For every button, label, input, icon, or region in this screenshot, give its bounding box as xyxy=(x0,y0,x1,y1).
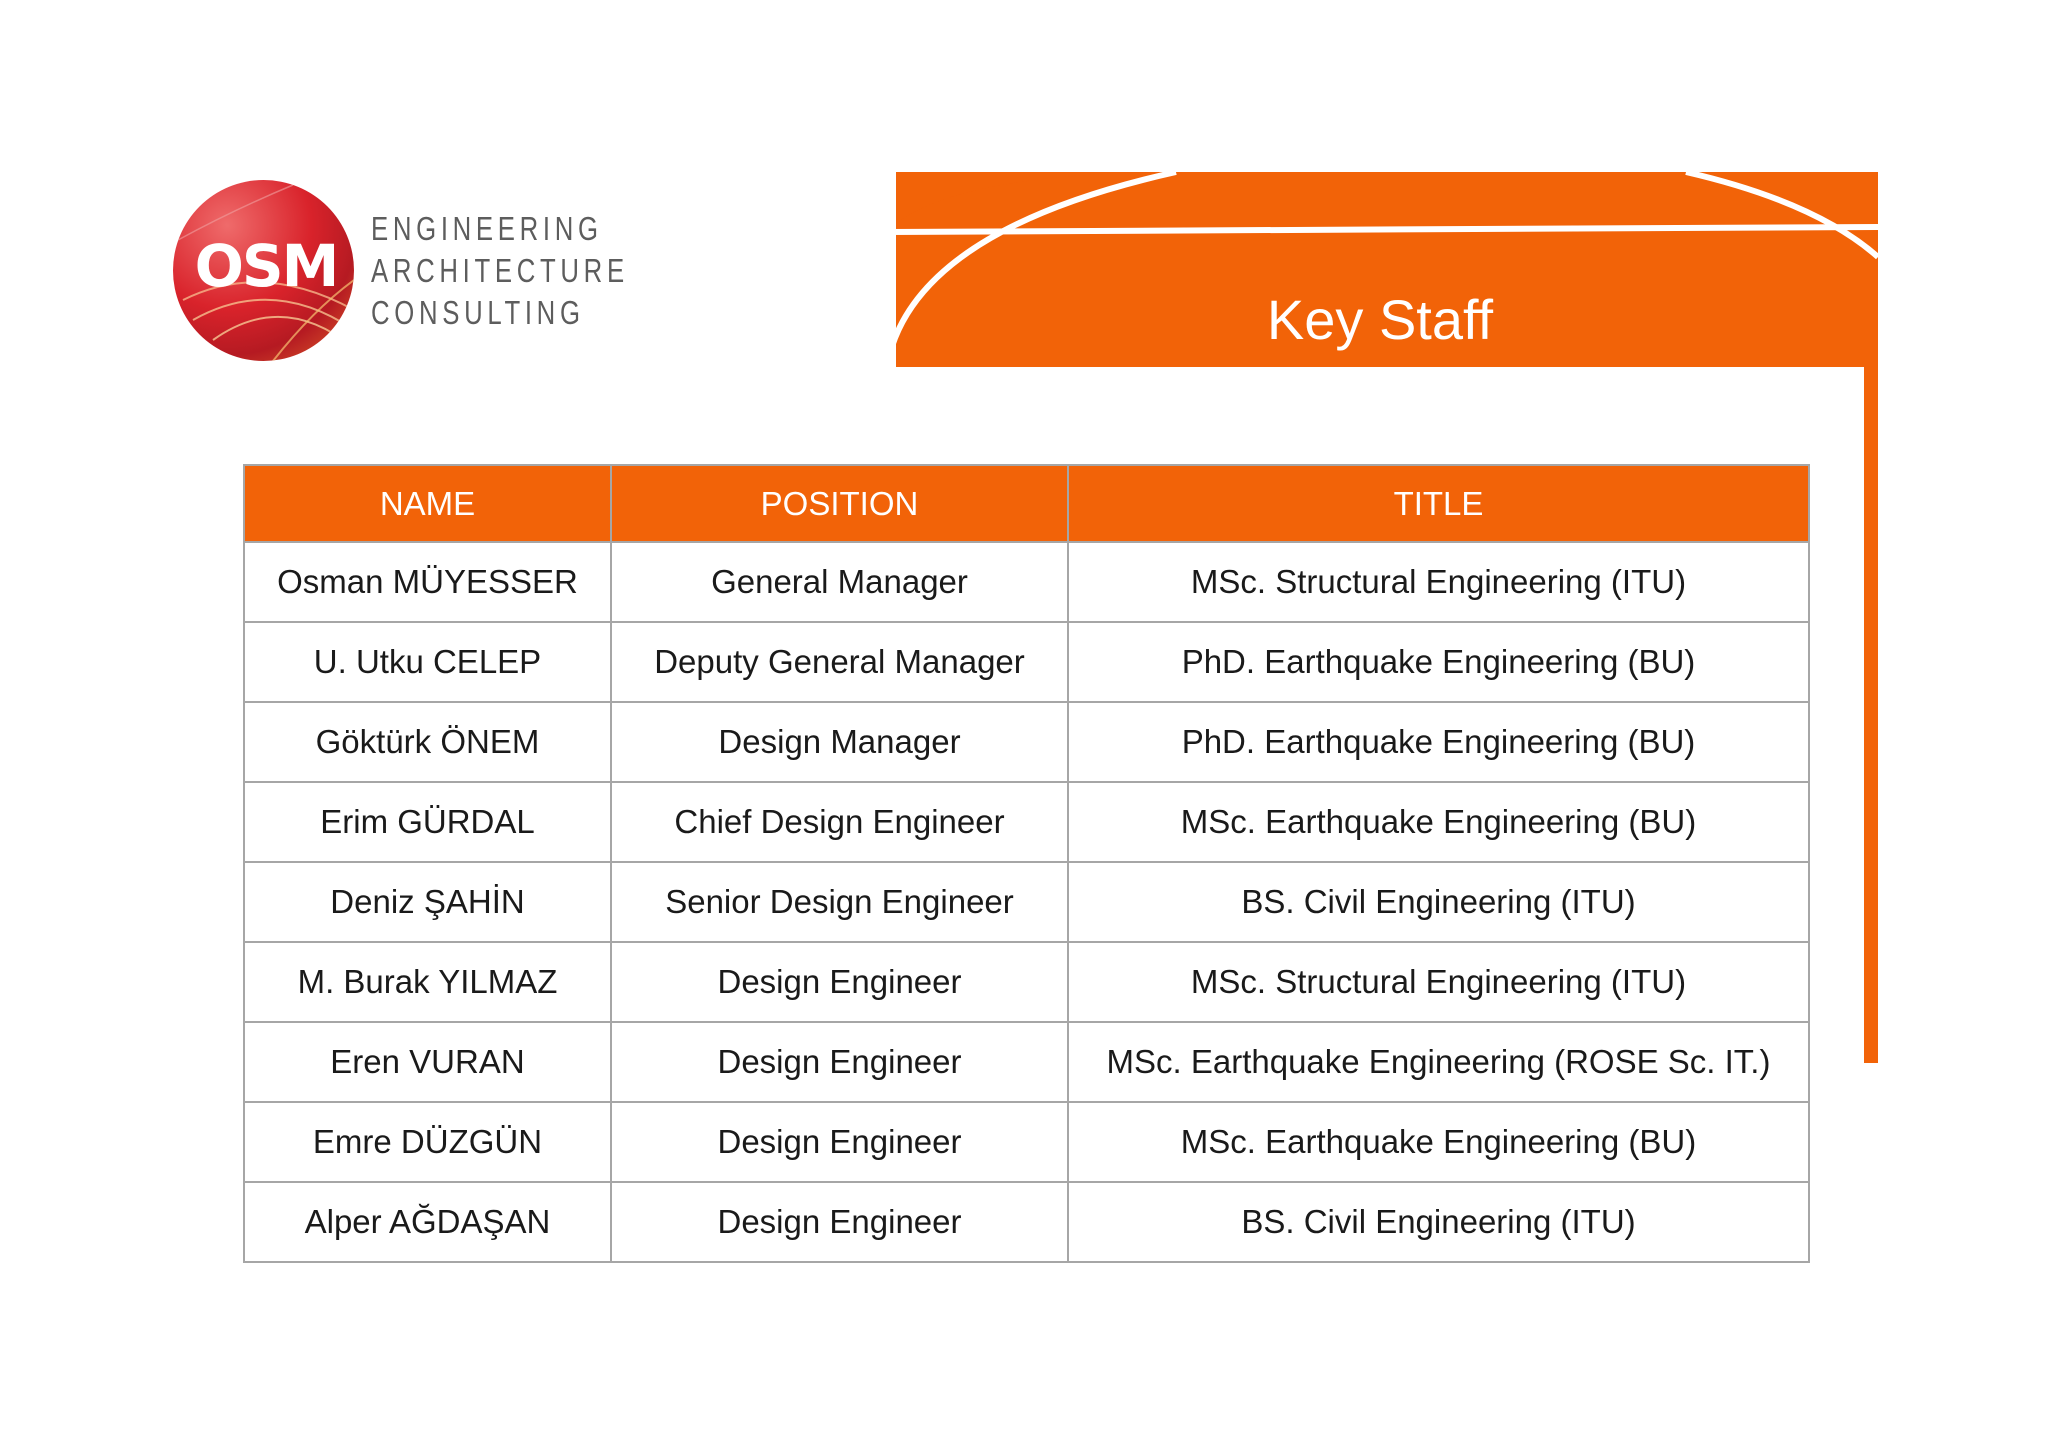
logo-line-consulting: CONSULTING xyxy=(371,294,585,331)
page-title: Key Staff xyxy=(1266,288,1494,351)
table-row xyxy=(244,1102,1809,1182)
cell-name: Göktürk ÖNEM xyxy=(244,702,611,782)
cell-title: PhD. Earthquake Engineering (BU) xyxy=(1068,622,1809,702)
cell-position: Design Engineer xyxy=(611,1022,1068,1102)
cell-position: General Manager xyxy=(611,542,1068,622)
cell-title: MSc. Structural Engineering (ITU) xyxy=(1068,942,1809,1022)
cell-position: Design Engineer xyxy=(611,1182,1068,1262)
cell-name: Osman MÜYESSER xyxy=(244,542,611,622)
key-staff-table xyxy=(243,464,1810,1263)
cell-title: MSc. Earthquake Engineering (ROSE Sc. IT.) xyxy=(1068,1022,1809,1102)
table-row xyxy=(244,1182,1809,1262)
logo-line-engineering: ENGINEERING xyxy=(371,210,603,247)
cell-name: Deniz ŞAHİN xyxy=(244,862,611,942)
cell-title: MSc. Structural Engineering (ITU) xyxy=(1068,542,1809,622)
logo-mark: OSM xyxy=(194,232,338,300)
table-row xyxy=(244,942,1809,1022)
cell-title: MSc. Earthquake Engineering (BU) xyxy=(1068,782,1809,862)
table-row xyxy=(244,782,1809,862)
cell-name: Eren VURAN xyxy=(244,1022,611,1102)
cell-position: Deputy General Manager xyxy=(611,622,1068,702)
column-header-position: POSITION xyxy=(611,465,1068,542)
column-header-name: NAME xyxy=(244,465,611,542)
logo-line-architecture: ARCHITECTURE xyxy=(371,252,629,289)
logo-globe-icon xyxy=(173,180,354,361)
cell-title: MSc. Earthquake Engineering (BU) xyxy=(1068,1102,1809,1182)
cell-title: BS. Civil Engineering (ITU) xyxy=(1068,1182,1809,1262)
cell-position: Design Engineer xyxy=(611,942,1068,1022)
cell-name: Emre DÜZGÜN xyxy=(244,1102,611,1182)
cell-position: Design Manager xyxy=(611,702,1068,782)
cell-position: Senior Design Engineer xyxy=(611,862,1068,942)
table-row xyxy=(244,862,1809,942)
cell-name: Erim GÜRDAL xyxy=(244,782,611,862)
cell-position: Design Engineer xyxy=(611,1102,1068,1182)
cell-name: Alper AĞDAŞAN xyxy=(244,1182,611,1262)
table-row xyxy=(244,542,1809,622)
company-logo xyxy=(173,180,629,365)
table-header-row xyxy=(244,465,1809,542)
column-header-title: TITLE xyxy=(1068,465,1809,542)
cell-title: BS. Civil Engineering (ITU) xyxy=(1068,862,1809,942)
cell-name: M. Burak YILMAZ xyxy=(244,942,611,1022)
table-row xyxy=(244,1022,1809,1102)
table-row xyxy=(244,702,1809,782)
cell-name: U. Utku CELEP xyxy=(244,622,611,702)
logo-wordmark xyxy=(371,208,629,334)
accent-side-bar xyxy=(1864,360,1878,1063)
table-row xyxy=(244,622,1809,702)
cell-position: Chief Design Engineer xyxy=(611,782,1068,862)
cell-title: PhD. Earthquake Engineering (BU) xyxy=(1068,702,1809,782)
